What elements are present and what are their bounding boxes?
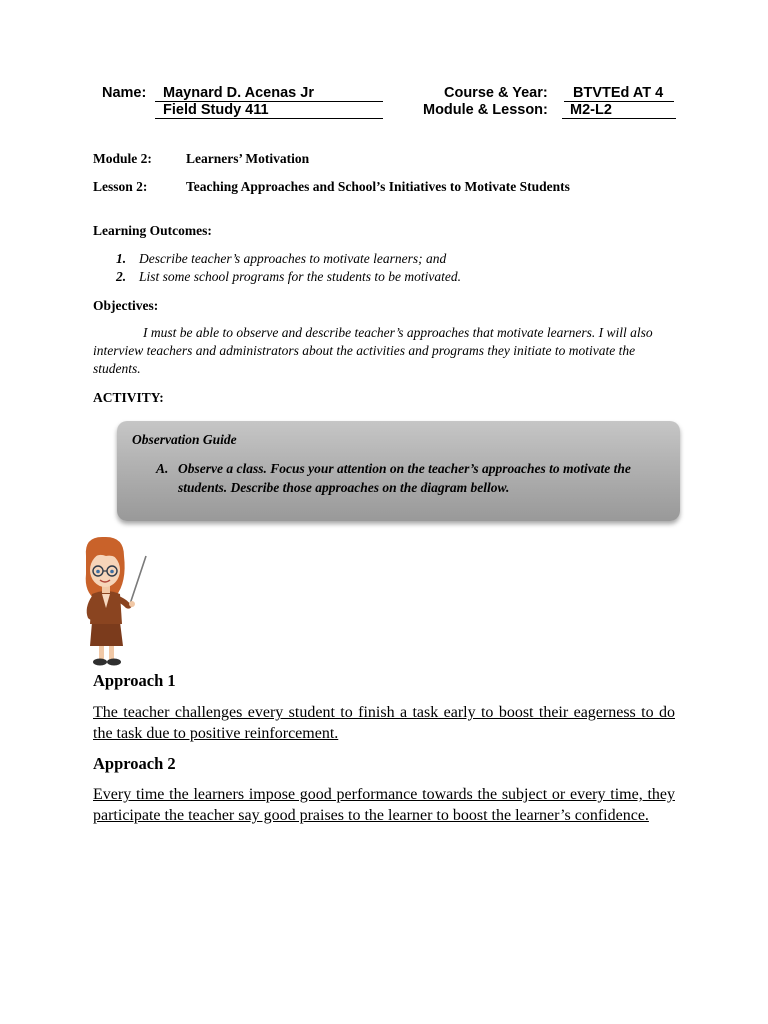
module-lesson-value: M2-L2	[562, 102, 676, 119]
list-item-text: Describe teacher’s approaches to motivate learners; and	[139, 251, 447, 266]
list-item-text: List some school programs for the students to be motivated.	[139, 269, 461, 284]
name-value: Maynard D. Acenas Jr	[155, 85, 383, 102]
approach-2-heading: Approach 2	[93, 754, 176, 773]
module-title: Learners’ Motivation	[186, 151, 310, 166]
name-label: Name:	[102, 85, 147, 101]
guide-item-text: Observe a class. Focus your attention on the teacher’s approaches to motivate the students. Describe those approaches on the diagram bellow.	[178, 461, 631, 495]
list-number: 2.	[116, 269, 127, 284]
list-item	[93, 268, 693, 286]
lesson-label: Lesson 2:	[93, 179, 148, 194]
list-number: 1.	[116, 251, 127, 266]
module-lesson-label: Module & Lesson:	[423, 102, 548, 118]
module-label: Module 2:	[93, 151, 152, 166]
observation-guide-item	[156, 459, 656, 497]
course-year-label: Course & Year:	[444, 85, 548, 101]
observation-guide-title: Observation Guide	[132, 432, 237, 447]
guide-item-letter: A.	[156, 461, 169, 476]
approach-1-text: The teacher challenges every student to finish a task early to boost their eagerness to do the task due to positive reinforcement.	[93, 704, 675, 742]
course-year-value: BTVTEd AT 4	[564, 85, 674, 102]
teacher-with-pointer-icon	[78, 534, 150, 670]
learning-outcomes-list	[93, 250, 693, 286]
activity-heading: ACTIVITY:	[93, 390, 164, 405]
objectives-heading: Objectives:	[93, 298, 159, 313]
list-item	[93, 250, 693, 268]
learning-outcomes-heading: Learning Outcomes:	[93, 223, 212, 238]
approach-1-heading: Approach 1	[93, 671, 176, 690]
objectives-text: I must be able to observe and describe teacher’s approaches that motivate learners. I will also interview teachers and administrators about the activities and programs they initiate to motivate the students.	[93, 325, 653, 376]
approach-2-text: Every time the learners impose good performance towards the subject or every time, they participate the teacher say good praises to the learner to boost the learner’s confidence.	[93, 786, 675, 824]
lesson-title: Teaching Approaches and School’s Initiatives to Motivate Students	[186, 179, 570, 194]
subject-value: Field Study 411	[155, 102, 383, 119]
